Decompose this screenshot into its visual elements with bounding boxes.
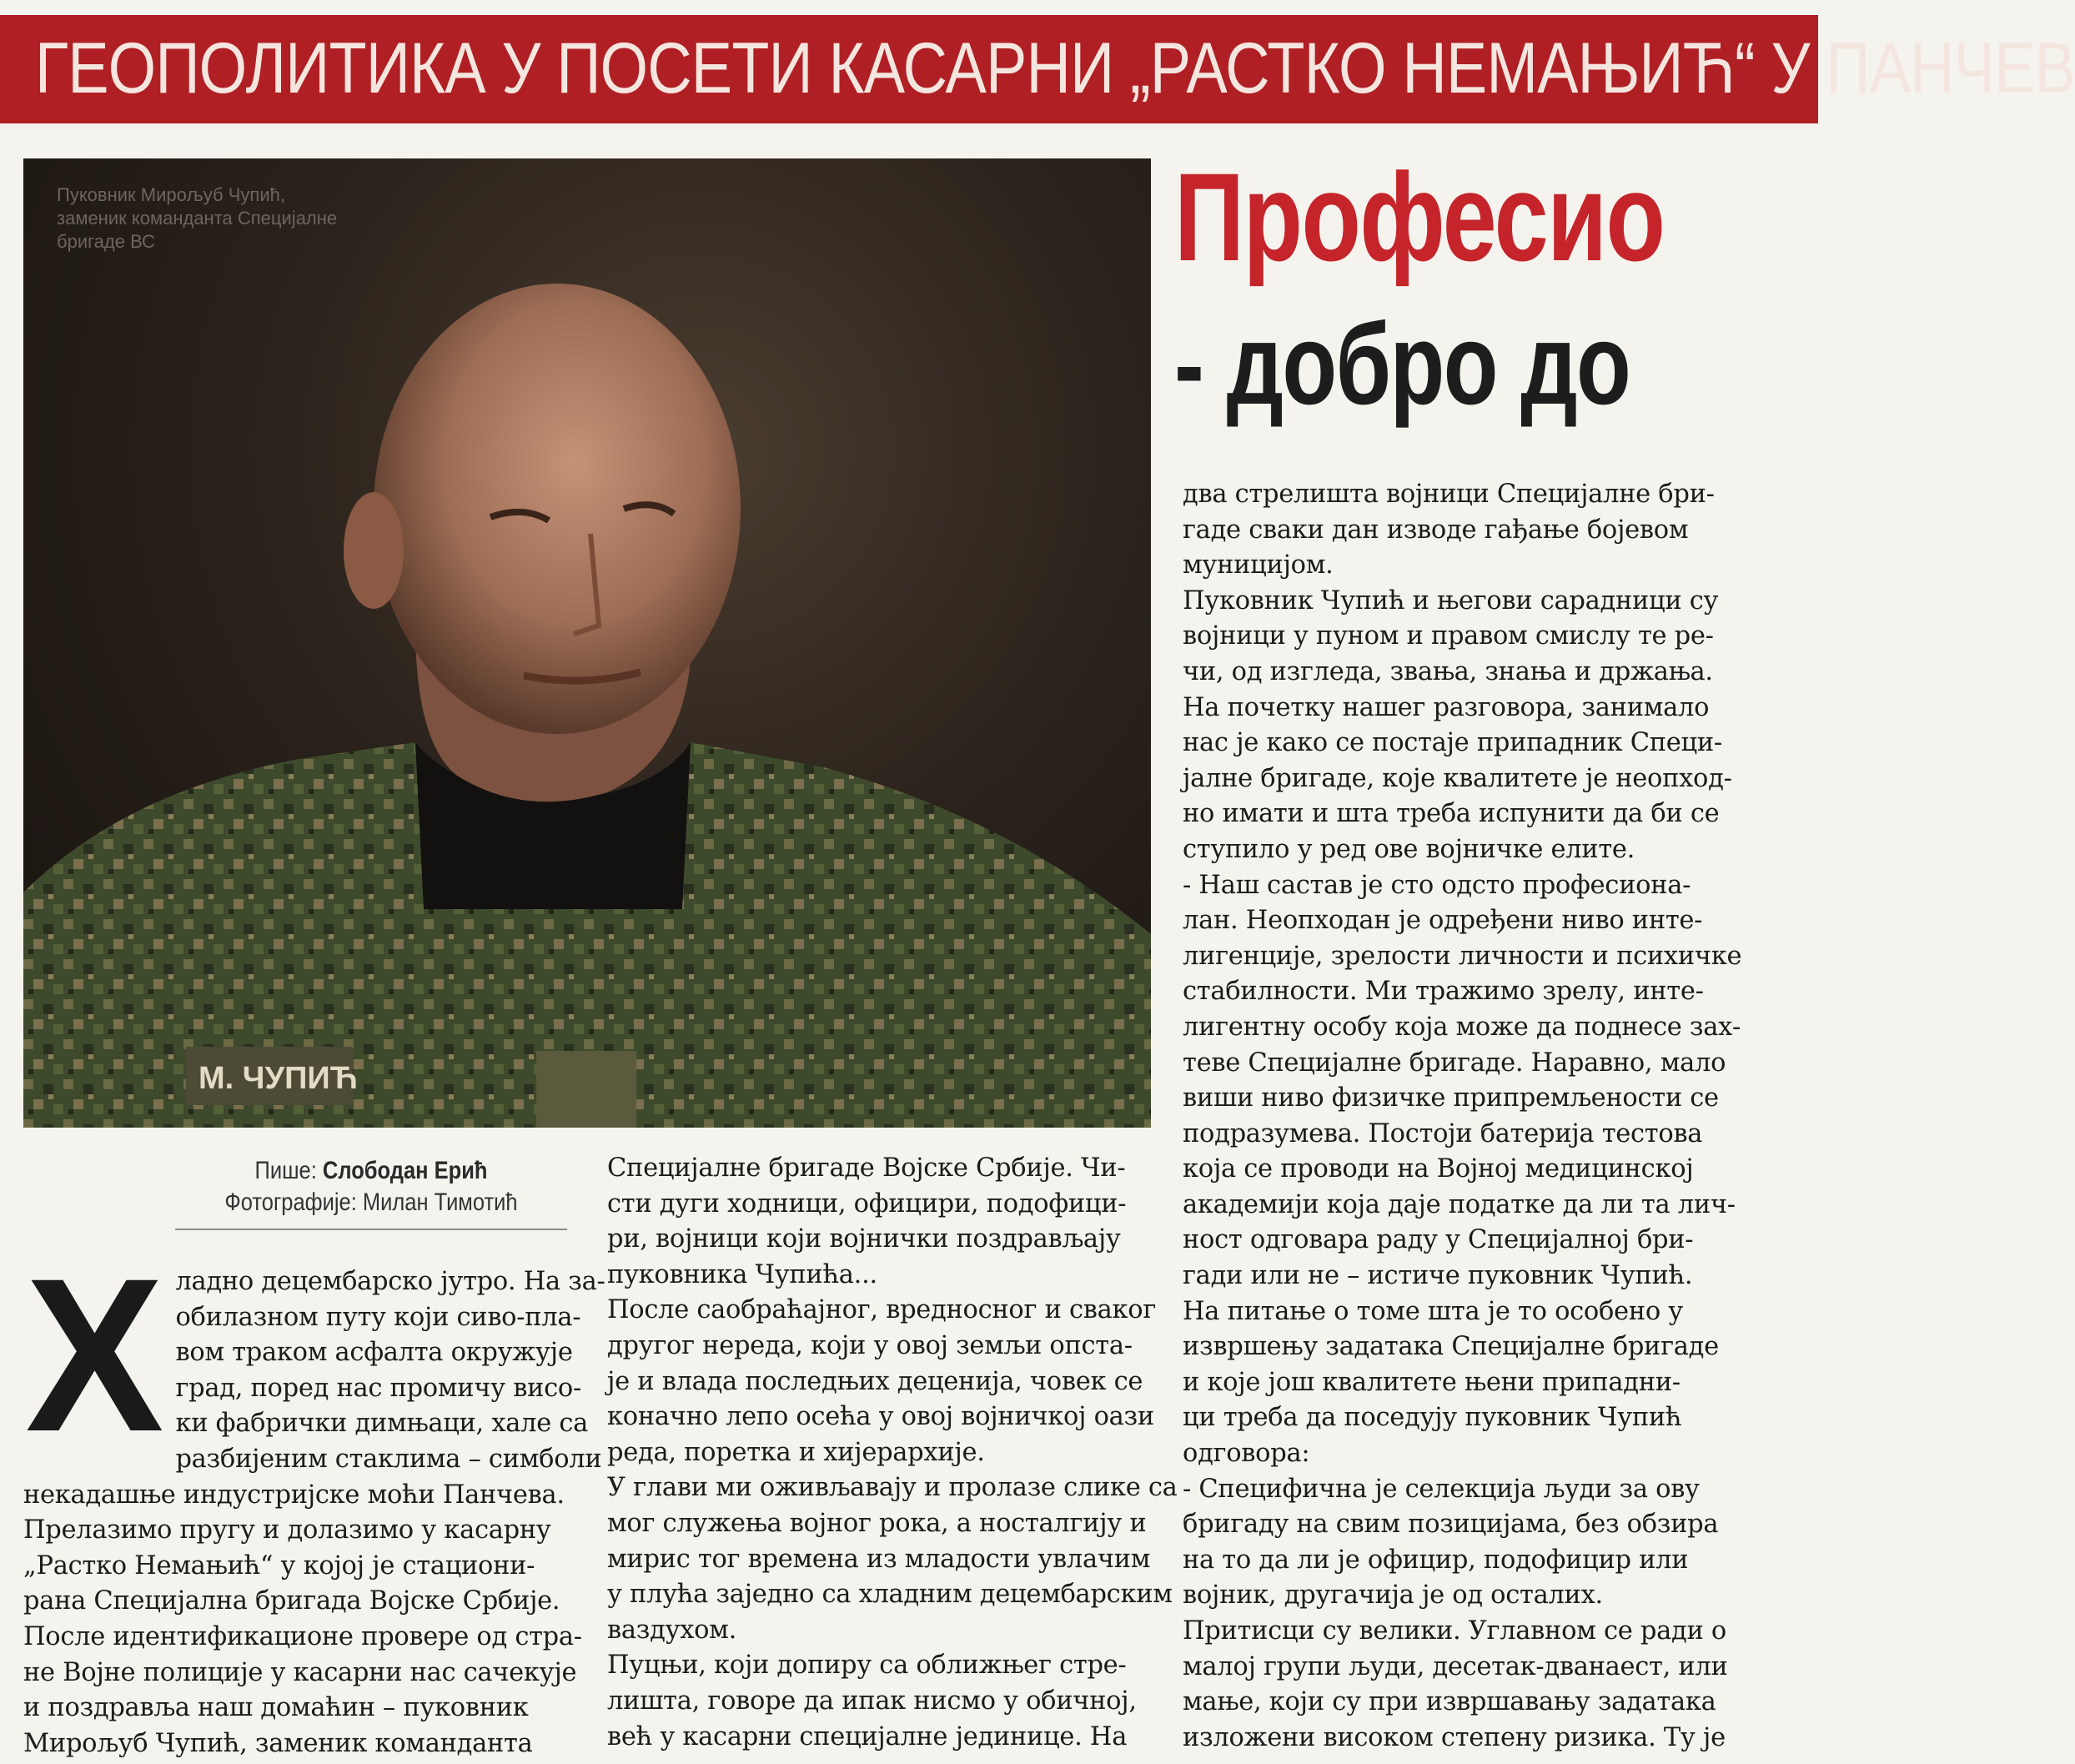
text-line: малој групи људи, десетак-дванаест, или [1183,1651,1728,1681]
text-line: На почетку нашег разговора, занимало [1183,692,1710,722]
text-line: која се проводи на Војној медицинској [1183,1154,1694,1184]
text-line: два стрелишта војници Специјалне бри- [1183,480,1715,509]
text-line: гаде сваки дан изводе гађање бојевом [1183,515,1689,545]
photo-caption: Пуковник Мирољуб Чупић, заменик команданта Специјалне бригаде ВС [57,184,338,252]
text-line: „Растко Немањић“ у којој је стациони- [23,1550,535,1581]
text-line: но имати и шта треба испунити да би се [1183,799,1720,829]
headline-line-2: - добро до [1174,300,1630,429]
text-line: јалне бригаде, које квалитете је неопход- [1183,763,1732,793]
text-line: одговора: [1183,1439,1310,1469]
text-line: ност одговара раду у Специјалној бри- [1183,1225,1694,1255]
headline-line-1: Професио [1174,147,1665,287]
drop-cap: Х [25,1233,164,1477]
text-line: После идентификационе провере од стра- [23,1621,582,1651]
text-line: на то да ли је официр, подофицир или [1183,1545,1689,1575]
text-line: и поздравља наш домаћин – пуковник [23,1693,529,1723]
text-line: гади или не – истиче пуковник Чупић. [1183,1261,1693,1291]
text-line: На питање о томе шта је то особено у [1183,1296,1683,1326]
text-line: У глави ми оживљавају и пролазе слике са [607,1473,1178,1503]
text-line: је и влада последњих деценија, човек се [607,1366,1143,1396]
text-line: извршењу задатака Специјалне бригаде [1183,1332,1719,1362]
text-line: ки фабрички димњаци, хале са [175,1409,589,1439]
text-line: ци треба да поседују пуковник Чупић [1183,1403,1682,1433]
article-column-2 [607,1151,1178,1755]
name-tag-text: М. ЧУПИЋ [198,1061,358,1096]
text-line: обилазном путу који сиво-пла- [175,1302,581,1332]
text-line: лишта, говоре да ипак нисмо у обичној, [607,1686,1137,1716]
text-line: академији која даје податке да ли та лич- [1183,1189,1736,1219]
author-line [204,1155,538,1187]
text-line: ваздухом. [607,1615,736,1645]
column-2-text [607,1151,1178,1755]
photo-credit: Фотографије: Милан Тимотић [224,1189,518,1216]
text-line: реда, поретка и хијерархије. [607,1437,985,1467]
text-line: Пуцњи, који допиру са оближњег стре- [607,1651,1127,1681]
text-line: Прелазимо пругу и долазимо у касарну [23,1515,551,1545]
text-line: коначно лепо осећа у овој војничкој оази [607,1402,1154,1432]
text-line: нас је како се постаје припадник Специ- [1183,728,1722,758]
text-line: рана Специјална бригада Војске Србије. [23,1586,560,1616]
text-line: разбијеним стаклима – симболи [175,1444,602,1474]
text-line: бригаду на свим позицијама, без обзира [1183,1510,1719,1540]
text-line: сти дуги ходници, официри, подофици- [607,1189,1127,1219]
text-line: Специјалне бригаде Војске Србије. Чи- [607,1153,1126,1183]
text-line: чи, од изгледа, звања, знања и држања. [1183,656,1713,686]
text-line: - Наш састав је сто одсто професиона- [1183,870,1691,900]
column-3-text [1183,477,1742,1756]
text-line: не Војне полиције у касарни нас сачекује [23,1657,577,1687]
text-line: другог нереда, који у овој земљи опста- [607,1330,1133,1360]
text-line: стабилности. Ми тражимо зрелу, инте- [1183,977,1704,1007]
text-line: лигенције, зрелости личности и психичке [1183,941,1742,971]
text-line: пуковника Чупића... [607,1259,877,1289]
article-column-3 [1183,477,1742,1756]
portrait-photo [23,158,1151,1128]
text-line: мирис тог времена из младости увлачим [607,1544,1151,1574]
text-line: ри, војници који војнички поздрављају [607,1224,1121,1254]
text-line: лан. Неопходан је одређени ниво инте- [1183,906,1703,936]
text-line: подразумева. Постоји батерија тестова [1183,1118,1703,1148]
section-banner [0,15,2075,123]
text-line: војници у пуном и правом смислу те ре- [1183,621,1714,651]
rank-insignia [536,1051,636,1128]
section-title: ГЕОПОЛИТИКА У ПОСЕТИ КАСАРНИ „РАСТКО НЕМАЊИЋ“ У ПАНЧЕВ [35,28,2075,108]
text-line: војник, другачија је од осталих. [1183,1581,1603,1611]
text-line: Пуковник Чупић и његови сарадници су [1183,585,1719,616]
author-prefix: Пише: [254,1157,317,1184]
text-line: у плућа заједно са хладним децембарским [607,1580,1173,1610]
text-line: виши ниво физичке припремљености се [1183,1083,1719,1113]
text-line: Мирољуб Чупић, заменик команданта [23,1728,533,1758]
text-line: лигентну особу која може да поднесе зах- [1183,1012,1741,1042]
text-line: Притисци су велики. Углавном се ради о [1183,1616,1726,1646]
text-line: изложени високом степену ризика. Ту је [1183,1722,1726,1752]
byline-divider [175,1229,567,1230]
text-line: и које још квалитете њени припадни- [1183,1367,1681,1397]
byline [175,1155,567,1219]
portrait-illustration [23,158,1151,1128]
text-line: мање, који су при извршавању задатака [1183,1687,1716,1717]
text-line: некадашње индустријске моћи Панчева. [23,1480,565,1510]
text-line: мог служења војног рока, а носталгију и [607,1508,1147,1538]
article-column-1 [23,1233,605,1761]
text-line: ладно децембарско јутро. На за- [175,1267,605,1296]
text-line: вом траком асфалта окружује [175,1338,573,1368]
text-line: ступило у ред ове војничке елите. [1183,834,1635,864]
text-line: већ у касарни специјалне јединице. На [607,1721,1128,1751]
text-line: теве Специјалне бригаде. Наравно, мало [1183,1048,1726,1078]
text-line: град, поред нас промичу висо- [175,1373,581,1403]
text-line: муницијом. [1183,550,1334,580]
text-line: - Специфична је селекција људи за ову [1183,1474,1700,1504]
author-name: Слободан Ерић [322,1157,488,1184]
text-line: После саобраћајног, вредносног и сваког [607,1295,1157,1325]
